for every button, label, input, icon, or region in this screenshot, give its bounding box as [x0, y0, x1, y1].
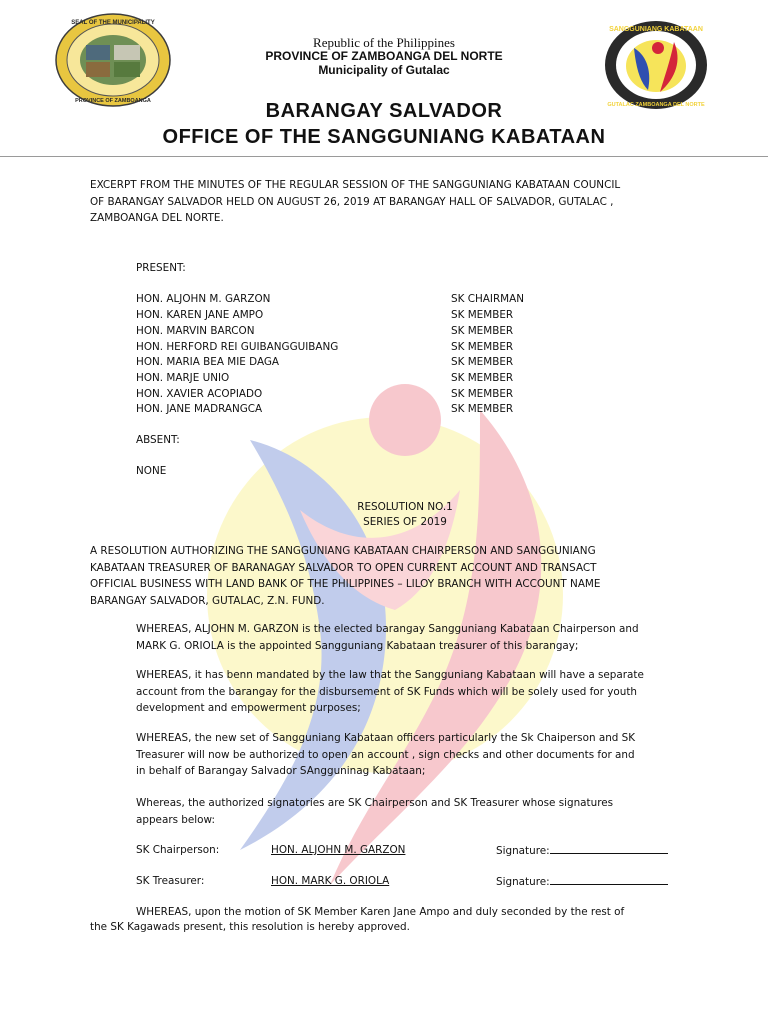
paragraph-line: WHEREAS, ALJOHN M. GARZON is the elected barangay Sangguniang Kabataan Chairperson and [136, 623, 639, 635]
member-name: HON. XAVIER ACOPIADO [136, 388, 263, 400]
excerpt-paragraph [90, 177, 690, 227]
office-title: OFFICE OF THE SANGGUNIANG KABATAAN [162, 126, 606, 148]
paragraph-line: WHEREAS, it has benn mandated by the law that the Sangguniang Kabataan will have a separate [136, 669, 644, 681]
member-role: SK MEMBER [451, 341, 514, 353]
header-divider [0, 156, 768, 157]
absent-value: NONE [136, 465, 167, 477]
svg-text:SEAL OF THE MUNICIPALITY: SEAL OF THE MUNICIPALITY [71, 20, 155, 26]
republic-heading: Republic of the Philippines [313, 35, 455, 50]
whereas-paragraph [136, 621, 696, 654]
paragraph-line: account from the barangay for the disbursement of SK Funds which will be solely used for youth [136, 685, 637, 698]
signatory-label: SK Chairperson: [136, 844, 220, 856]
absent-label: ABSENT: [136, 434, 180, 446]
final-paragraph-line: WHEREAS, upon the motion of SK Member Karen Jane Ampo and duly seconded by the rest of [136, 906, 625, 918]
member-name: HON. HERFORD REI GUIBANGGUIBANG [136, 341, 339, 353]
province-heading: PROVINCE OF ZAMBOANGA DEL NORTE [265, 49, 503, 63]
resolution-title-line: BARANGAY SALVADOR, GUTALAC, Z.N. FUND. [90, 594, 325, 607]
resolution-number: RESOLUTION NO.1 [357, 501, 453, 513]
final-paragraph-line: the SK Kagawads present, this resolution is hereby approved. [90, 921, 410, 933]
whereas-paragraph [136, 795, 696, 828]
signature-label: Signature: [496, 876, 550, 888]
signatory-label: SK Treasurer: [136, 875, 205, 887]
whereas-paragraph [136, 667, 696, 717]
paragraph-line: in behalf of Barangay Salvador SAngguninag Kabataan; [136, 765, 426, 777]
paragraph-line: Whereas, the authorized signatories are SK Chairperson and SK Treasurer whose signatures [136, 797, 614, 809]
signatory-name: HON. MARK G. ORIOLA [271, 875, 390, 887]
excerpt-line: ZAMBOANGA DEL NORTE. [90, 212, 224, 224]
resolution-series: SERIES OF 2019 [363, 516, 447, 528]
signature-label: Signature: [496, 845, 550, 857]
paragraph-line: appears below: [136, 813, 215, 826]
paragraph-line: development and empowerment purposes; [136, 702, 361, 714]
member-role: SK MEMBER [451, 356, 514, 368]
signature-line [550, 842, 668, 854]
member-role: SK MEMBER [451, 403, 514, 415]
whereas-paragraph [136, 730, 696, 780]
present-label: PRESENT: [136, 262, 186, 274]
signature-field [496, 873, 668, 891]
barangay-title: BARANGAY SALVADOR [265, 100, 503, 122]
member-role: SK CHAIRMAN [451, 293, 525, 305]
member-role: SK MEMBER [451, 325, 514, 337]
signature-field [496, 842, 668, 860]
member-name: HON. KAREN JANE AMPO [136, 309, 264, 321]
excerpt-line: EXCERPT FROM THE MINUTES OF THE REGULAR SESSION OF THE SANGGUNIANG KABATAAN COUNCIL [90, 179, 621, 191]
member-role: SK MEMBER [451, 372, 514, 384]
resolution-title-line: OFFICIAL BUSINESS WITH LAND BANK OF THE PHILIPPINES – LILOY BRANCH WITH ACCOUNT NAME [90, 578, 601, 590]
member-name: HON. MARIA BEA MIE DAGA [136, 356, 280, 368]
member-role: SK MEMBER [451, 388, 514, 400]
signature-line [550, 873, 668, 885]
excerpt-line: OF BARANGAY SALVADOR HELD ON AUGUST 26, 2019 AT BARANGAY HALL OF SALVADOR, GUTALAC , [90, 195, 614, 208]
svg-text:GUTALAC ZAMBOANGA DEL NORTE: GUTALAC ZAMBOANGA DEL NORTE [607, 102, 705, 108]
resolution-title-line: KABATAAN TREASURER OF BARANAGAY SALVADOR TO OPEN CURRENT ACCOUNT AND TRANSACT [90, 561, 597, 574]
resolution-title-line: A RESOLUTION AUTHORIZING THE SANGGUNIANG KABATAAN CHAIRPERSON AND SANGGUNIANG [90, 545, 596, 557]
paragraph-line: WHEREAS, the new set of Sangguniang Kabataan officers particularly the Sk Chaiperson and SK [136, 732, 636, 744]
member-name: HON. JANE MADRANGCA [136, 403, 263, 415]
member-name: HON. ALJOHN M. GARZON [136, 293, 271, 305]
svg-text:PROVINCE OF ZAMBOANGA: PROVINCE OF ZAMBOANGA [75, 98, 151, 104]
municipality-heading: Municipality of Gutalac [318, 63, 450, 77]
member-name: HON. MARJE UNIO [136, 372, 230, 384]
member-name: HON. MARVIN BARCON [136, 325, 255, 337]
member-role: SK MEMBER [451, 309, 514, 321]
paragraph-line: Treasurer will now be authorized to open an account , sign checks and other documents for and [136, 748, 635, 761]
paragraph-line: MARK G. ORIOLA is the appointed Sangguniang Kabataan treasurer of this barangay; [136, 639, 579, 652]
svg-text:SANGGUNIANG KABATAAN: SANGGUNIANG KABATAAN [609, 26, 703, 33]
signatory-name: HON. ALJOHN M. GARZON [271, 844, 406, 856]
resolution-title [90, 543, 690, 609]
